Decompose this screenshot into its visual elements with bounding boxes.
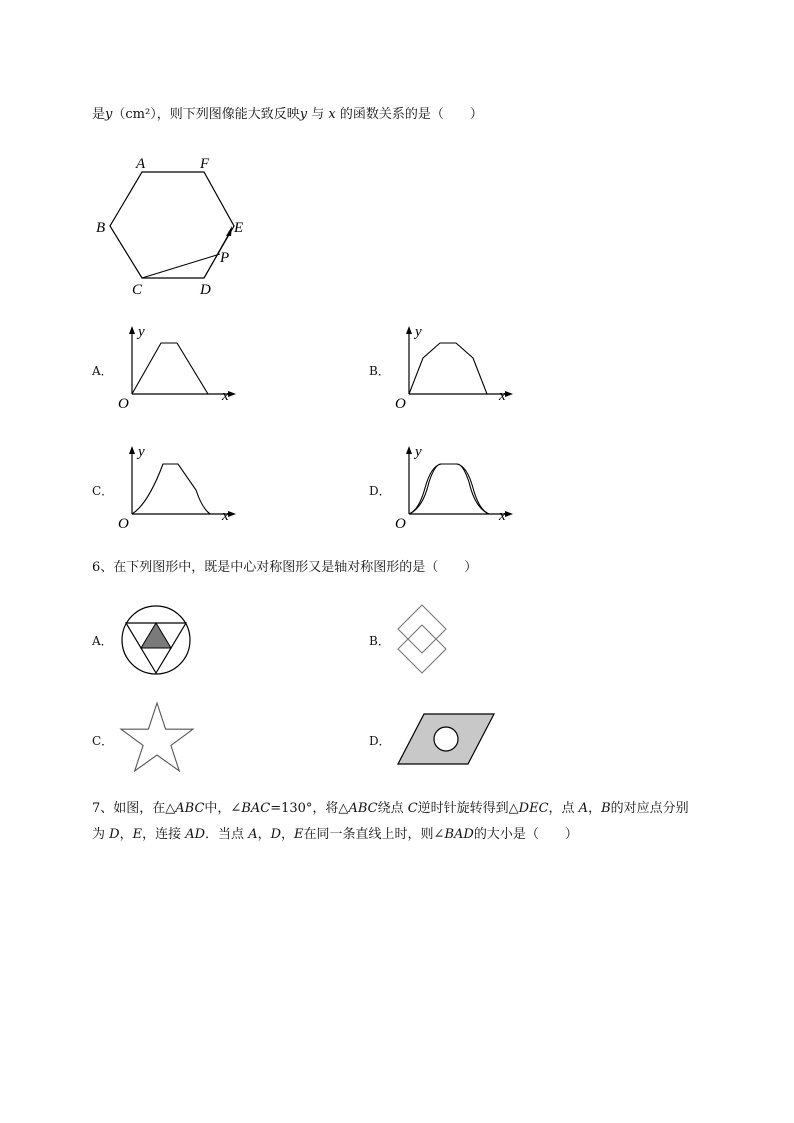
- axis-label-y: y: [415, 444, 422, 460]
- curve: [132, 343, 208, 394]
- unit-text: （cm²）: [112, 107, 157, 122]
- text-seg: ，: [588, 801, 602, 816]
- text-seg: ，连接: [142, 827, 186, 842]
- origin-label: O: [118, 516, 129, 532]
- origin-label: O: [118, 396, 129, 412]
- text-seg: 是: [92, 107, 106, 122]
- axis-label-x: x: [499, 388, 506, 404]
- text-seg: 绕点: [377, 801, 408, 816]
- var-d: D: [109, 827, 120, 842]
- q6-figure-c: [118, 701, 196, 773]
- q6-figure-d: [396, 712, 498, 768]
- text-seg: 的对应点分别: [610, 801, 689, 816]
- text-seg: ．当点: [205, 827, 249, 842]
- label-F: F: [200, 156, 210, 172]
- q5-option-a-label: A．: [92, 364, 113, 378]
- q7-stem-line-2: [92, 826, 578, 844]
- var-b: B: [601, 801, 611, 816]
- curve: [409, 343, 487, 394]
- hexagon-figure: [92, 150, 262, 300]
- var-bac: BAC: [241, 801, 271, 816]
- hole-circle: [434, 727, 458, 751]
- text-seg: 与: [307, 107, 329, 122]
- text-seg: ，: [257, 827, 271, 842]
- label-E: E: [234, 220, 244, 236]
- q5-option-b-label: B．: [369, 364, 390, 378]
- q5-option-c-label: C．: [92, 484, 114, 498]
- var-abc: ABC: [175, 801, 205, 816]
- y-arrow-icon: [129, 326, 135, 334]
- x-arrow-icon: [505, 391, 513, 397]
- axis-label-y: y: [415, 324, 422, 340]
- text-seg: 7、如图，在△: [92, 801, 176, 816]
- shaded-triangle: [141, 623, 171, 648]
- axis-label-x: x: [222, 388, 229, 404]
- var-ad: AD: [185, 827, 206, 842]
- var-y: y: [105, 107, 113, 122]
- text-seg: 在同一条直线上时，则∠: [303, 827, 445, 842]
- var-e: E: [132, 827, 143, 842]
- text-seg: 的函数关系的是（ ）: [335, 107, 483, 122]
- square-top: [398, 605, 446, 653]
- curve: [132, 464, 210, 514]
- q6-figure-b: [394, 603, 450, 677]
- curve-1: [409, 464, 489, 514]
- text-seg: ，点: [548, 801, 579, 816]
- var-e: E: [294, 827, 304, 842]
- axis-label-y: y: [138, 324, 145, 340]
- y-arrow-icon: [406, 446, 412, 454]
- text-seg: 为: [92, 827, 110, 842]
- axis-label-x: x: [222, 508, 229, 524]
- var-a: A: [248, 827, 258, 842]
- text-seg: ，: [281, 827, 295, 842]
- q6-option-a-label: A．: [92, 634, 113, 648]
- origin-label: O: [395, 396, 406, 412]
- q6-stem: 6、在下列图形中，既是中心对称图形又是轴对称图形的是（ ）: [92, 560, 478, 575]
- label-D: D: [200, 282, 211, 298]
- var-d: D: [270, 827, 282, 842]
- x-arrow-icon: [505, 511, 513, 517]
- x-arrow-icon: [228, 391, 236, 397]
- var-a: A: [578, 801, 589, 816]
- axis-label-x: x: [499, 508, 506, 524]
- y-arrow-icon: [406, 326, 412, 334]
- q5-graph-a: [114, 322, 244, 412]
- q5-graph-d: [391, 442, 521, 532]
- text-seg: 逆时针旋转得到△: [417, 801, 519, 816]
- q6-figure-a: [118, 603, 194, 679]
- var-x: x: [328, 107, 336, 122]
- q5-option-d-label: D．: [369, 484, 391, 498]
- label-P: P: [220, 250, 230, 266]
- curve-2: [409, 464, 489, 514]
- text-seg: ，则下列图像能大致反映: [156, 107, 300, 122]
- text-seg: 的大小是（ ）: [473, 827, 578, 842]
- q7-stem-line-1: [92, 800, 689, 818]
- label-B: B: [96, 220, 106, 236]
- var-c: C: [407, 801, 418, 816]
- var-abc: ABC: [348, 801, 378, 816]
- text-seg: ，: [119, 827, 133, 842]
- text-seg: =130°，将△: [270, 801, 349, 816]
- segment-cp: [142, 254, 220, 278]
- text-seg: 中，∠: [204, 801, 242, 816]
- q5-stem-line: [92, 106, 483, 124]
- q5-graph-b: [391, 322, 521, 412]
- axis-label-y: y: [138, 444, 145, 460]
- label-C: C: [132, 282, 143, 298]
- star-shape: [121, 703, 193, 771]
- label-A: A: [136, 156, 146, 172]
- hexagon-shape: [110, 172, 234, 278]
- var-bad: BAD: [444, 827, 474, 842]
- var-dec: DEC: [518, 801, 549, 816]
- y-arrow-icon: [129, 446, 135, 454]
- square-bottom: [398, 625, 446, 673]
- arrowhead-icon: [226, 226, 232, 236]
- q6-option-c-label: C．: [92, 734, 114, 748]
- var-y: y: [299, 107, 308, 122]
- x-arrow-icon: [228, 511, 236, 517]
- q6-option-b-label: B．: [369, 634, 390, 648]
- q5-graph-c: [114, 442, 244, 532]
- origin-label: O: [395, 516, 406, 532]
- q6-option-d-label: D．: [369, 734, 391, 748]
